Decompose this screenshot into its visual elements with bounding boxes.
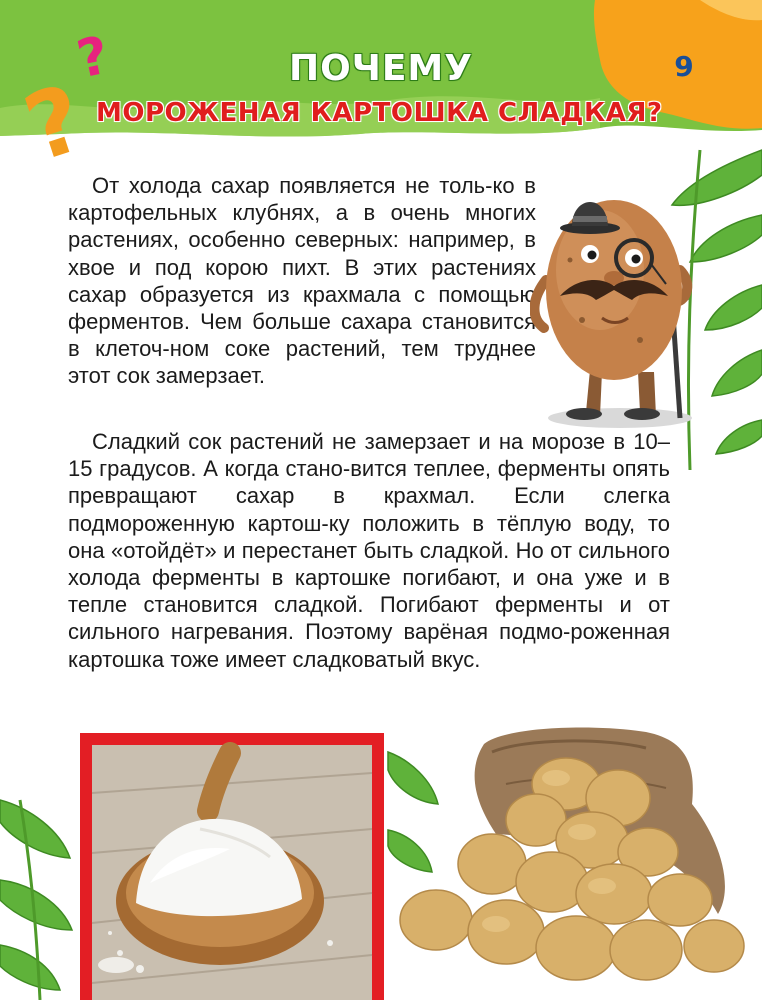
- page-title-line-2: МОРОЖЕНАЯ КАРТОШКА СЛАДКАЯ?: [96, 98, 663, 128]
- page-title-line-1: ПОЧЕМУ: [289, 48, 473, 89]
- article-paragraph-1: От холода сахар появляется не толь-ко в картофельных клубнях, а в очень многих растениях, особенно северных: например, в хвое и под корою пихт. В этих растениях сахар образуется из крахмала с помощью ферментов. Чем больше сахара становится в клеточ-ном соке растений, тем труднее этот сок замерзает.: [68, 173, 536, 389]
- article-paragraph-2: Сладкий сок растений не замерзает и на морозе в 10–15 градусов. А когда стано-вится теплее, ферменты опять превращают сахар в крахмал. Если слегка подмороженную картош-ку положить в тёплую воду, то она «отойдёт» и перестанет быть сладкой. Но от сильного холода ферменты в картошке погибают, и она уже и в тепле становится сладкой. Погибают ферменты и от сильного нагревания. Поэтому варёная подмо-роженная картошка тоже имеет сладковатый вкус.: [68, 429, 670, 672]
- starch-photo: [80, 733, 384, 1000]
- orange-question-mark-icon: ?: [12, 64, 97, 183]
- page-number: 9: [674, 50, 694, 83]
- pink-question-mark-icon: ?: [72, 25, 115, 91]
- potato-mascot-illustration: [530, 150, 762, 440]
- potato-sack-illustration: [396, 724, 752, 994]
